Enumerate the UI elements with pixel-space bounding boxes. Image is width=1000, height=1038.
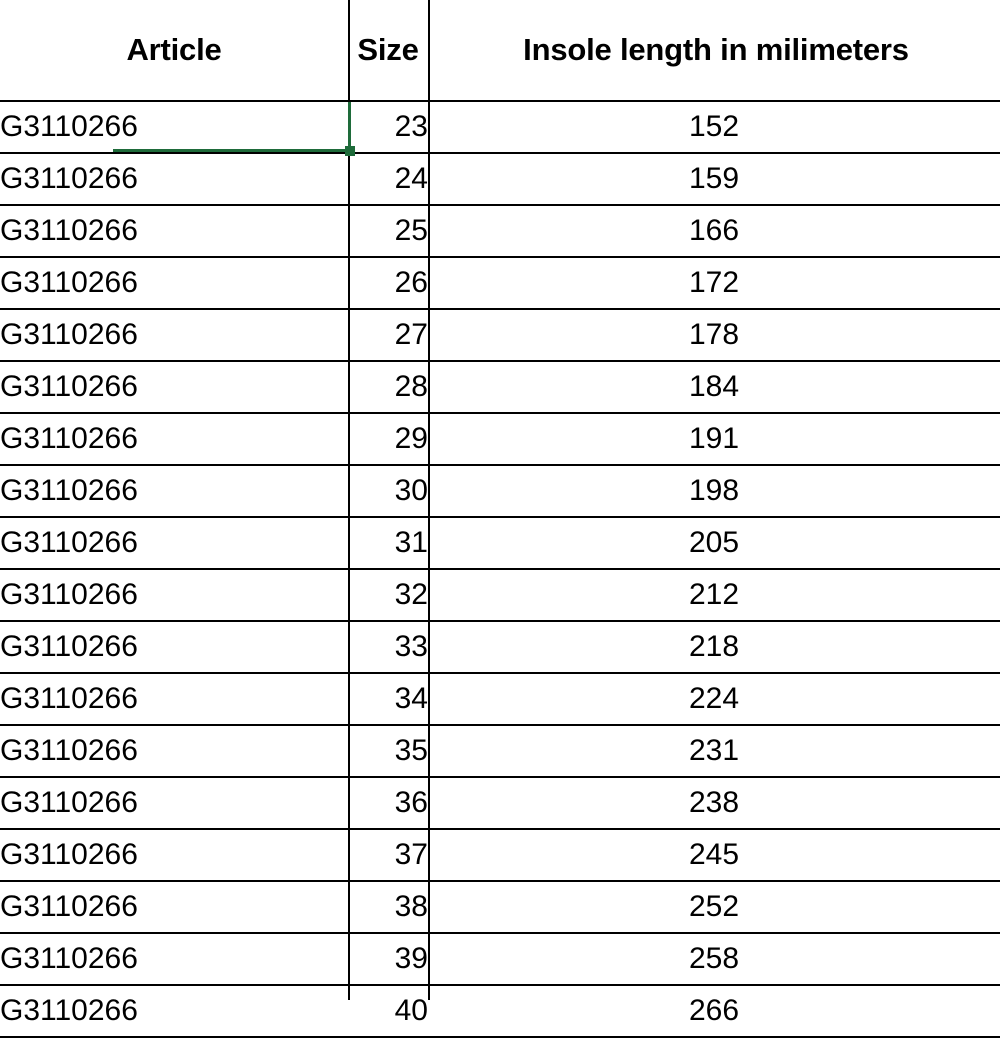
cell-article[interactable]: G3110266 xyxy=(0,153,348,205)
cell-article[interactable]: G3110266 xyxy=(0,465,348,517)
table-row[interactable] xyxy=(0,569,1000,621)
cell-size[interactable]: 36 xyxy=(348,777,428,829)
cell-article[interactable]: G3110266 xyxy=(0,205,348,257)
cell-insole[interactable]: 231 xyxy=(428,725,1000,777)
cell-size[interactable]: 27 xyxy=(348,309,428,361)
cell-size[interactable]: 25 xyxy=(348,205,428,257)
table-row[interactable] xyxy=(0,361,1000,413)
cell-article[interactable]: G3110266 xyxy=(0,673,348,725)
table-row[interactable] xyxy=(0,725,1000,777)
cell-insole[interactable]: 205 xyxy=(428,517,1000,569)
cell-insole[interactable]: 178 xyxy=(428,309,1000,361)
cell-size[interactable]: 33 xyxy=(348,621,428,673)
cell-article[interactable]: G3110266 xyxy=(0,257,348,309)
column-header-article: Article xyxy=(0,0,348,101)
table-row[interactable] xyxy=(0,309,1000,361)
table-row[interactable] xyxy=(0,205,1000,257)
cell-size[interactable]: 29 xyxy=(348,413,428,465)
table-body xyxy=(0,101,1000,1037)
table-row[interactable] xyxy=(0,985,1000,1037)
cell-article[interactable]: G3110266 xyxy=(0,985,348,1037)
cell-article[interactable]: G3110266 xyxy=(0,881,348,933)
cell-article[interactable]: G3110266 xyxy=(0,829,348,881)
cell-article[interactable]: G3110266 xyxy=(0,621,348,673)
cell-insole[interactable]: 184 xyxy=(428,361,1000,413)
cell-insole[interactable]: 191 xyxy=(428,413,1000,465)
table-row[interactable] xyxy=(0,153,1000,205)
table-row[interactable] xyxy=(0,933,1000,985)
table-row[interactable] xyxy=(0,517,1000,569)
cell-article[interactable]: G3110266 xyxy=(0,725,348,777)
table-row[interactable] xyxy=(0,413,1000,465)
cell-insole[interactable]: 166 xyxy=(428,205,1000,257)
cell-article[interactable]: G3110266 xyxy=(0,777,348,829)
cell-insole[interactable]: 172 xyxy=(428,257,1000,309)
cell-size[interactable]: 24 xyxy=(348,153,428,205)
cell-insole[interactable]: 238 xyxy=(428,777,1000,829)
table-row[interactable] xyxy=(0,777,1000,829)
cell-insole[interactable]: 152 xyxy=(428,101,1000,153)
cell-size[interactable]: 38 xyxy=(348,881,428,933)
cell-insole[interactable]: 159 xyxy=(428,153,1000,205)
cell-insole[interactable]: 218 xyxy=(428,621,1000,673)
table-row[interactable] xyxy=(0,621,1000,673)
cell-insole[interactable]: 212 xyxy=(428,569,1000,621)
cell-size[interactable]: 37 xyxy=(348,829,428,881)
cell-article[interactable]: G3110266 xyxy=(0,361,348,413)
cell-article[interactable]: G3110266 xyxy=(0,933,348,985)
cell-size[interactable]: 39 xyxy=(348,933,428,985)
cell-insole[interactable]: 252 xyxy=(428,881,1000,933)
cell-size[interactable]: 23 xyxy=(348,101,428,153)
cell-size[interactable]: 26 xyxy=(348,257,428,309)
cell-article[interactable]: G3110266 xyxy=(0,101,348,153)
cell-size[interactable]: 31 xyxy=(348,517,428,569)
cell-article[interactable]: G3110266 xyxy=(0,309,348,361)
cell-article[interactable]: G3110266 xyxy=(0,517,348,569)
table-row[interactable] xyxy=(0,829,1000,881)
cell-size[interactable]: 28 xyxy=(348,361,428,413)
table-header-row xyxy=(0,0,1000,101)
table-row[interactable] xyxy=(0,673,1000,725)
cell-size[interactable]: 34 xyxy=(348,673,428,725)
cell-size[interactable]: 32 xyxy=(348,569,428,621)
cell-insole[interactable]: 266 xyxy=(428,985,1000,1037)
cell-article[interactable]: G3110266 xyxy=(0,569,348,621)
cell-size[interactable]: 40 xyxy=(348,985,428,1037)
cell-size[interactable]: 35 xyxy=(348,725,428,777)
cell-size[interactable]: 30 xyxy=(348,465,428,517)
table-row[interactable] xyxy=(0,881,1000,933)
column-header-insole-length: Insole length in milimeters xyxy=(428,0,1000,101)
table-row[interactable] xyxy=(0,465,1000,517)
cell-insole[interactable]: 258 xyxy=(428,933,1000,985)
cell-insole[interactable]: 245 xyxy=(428,829,1000,881)
table-row[interactable] xyxy=(0,101,1000,153)
cell-insole[interactable]: 198 xyxy=(428,465,1000,517)
cell-insole[interactable]: 224 xyxy=(428,673,1000,725)
cell-article[interactable]: G3110266 xyxy=(0,413,348,465)
table-row[interactable] xyxy=(0,257,1000,309)
column-header-size: Size xyxy=(348,0,428,101)
